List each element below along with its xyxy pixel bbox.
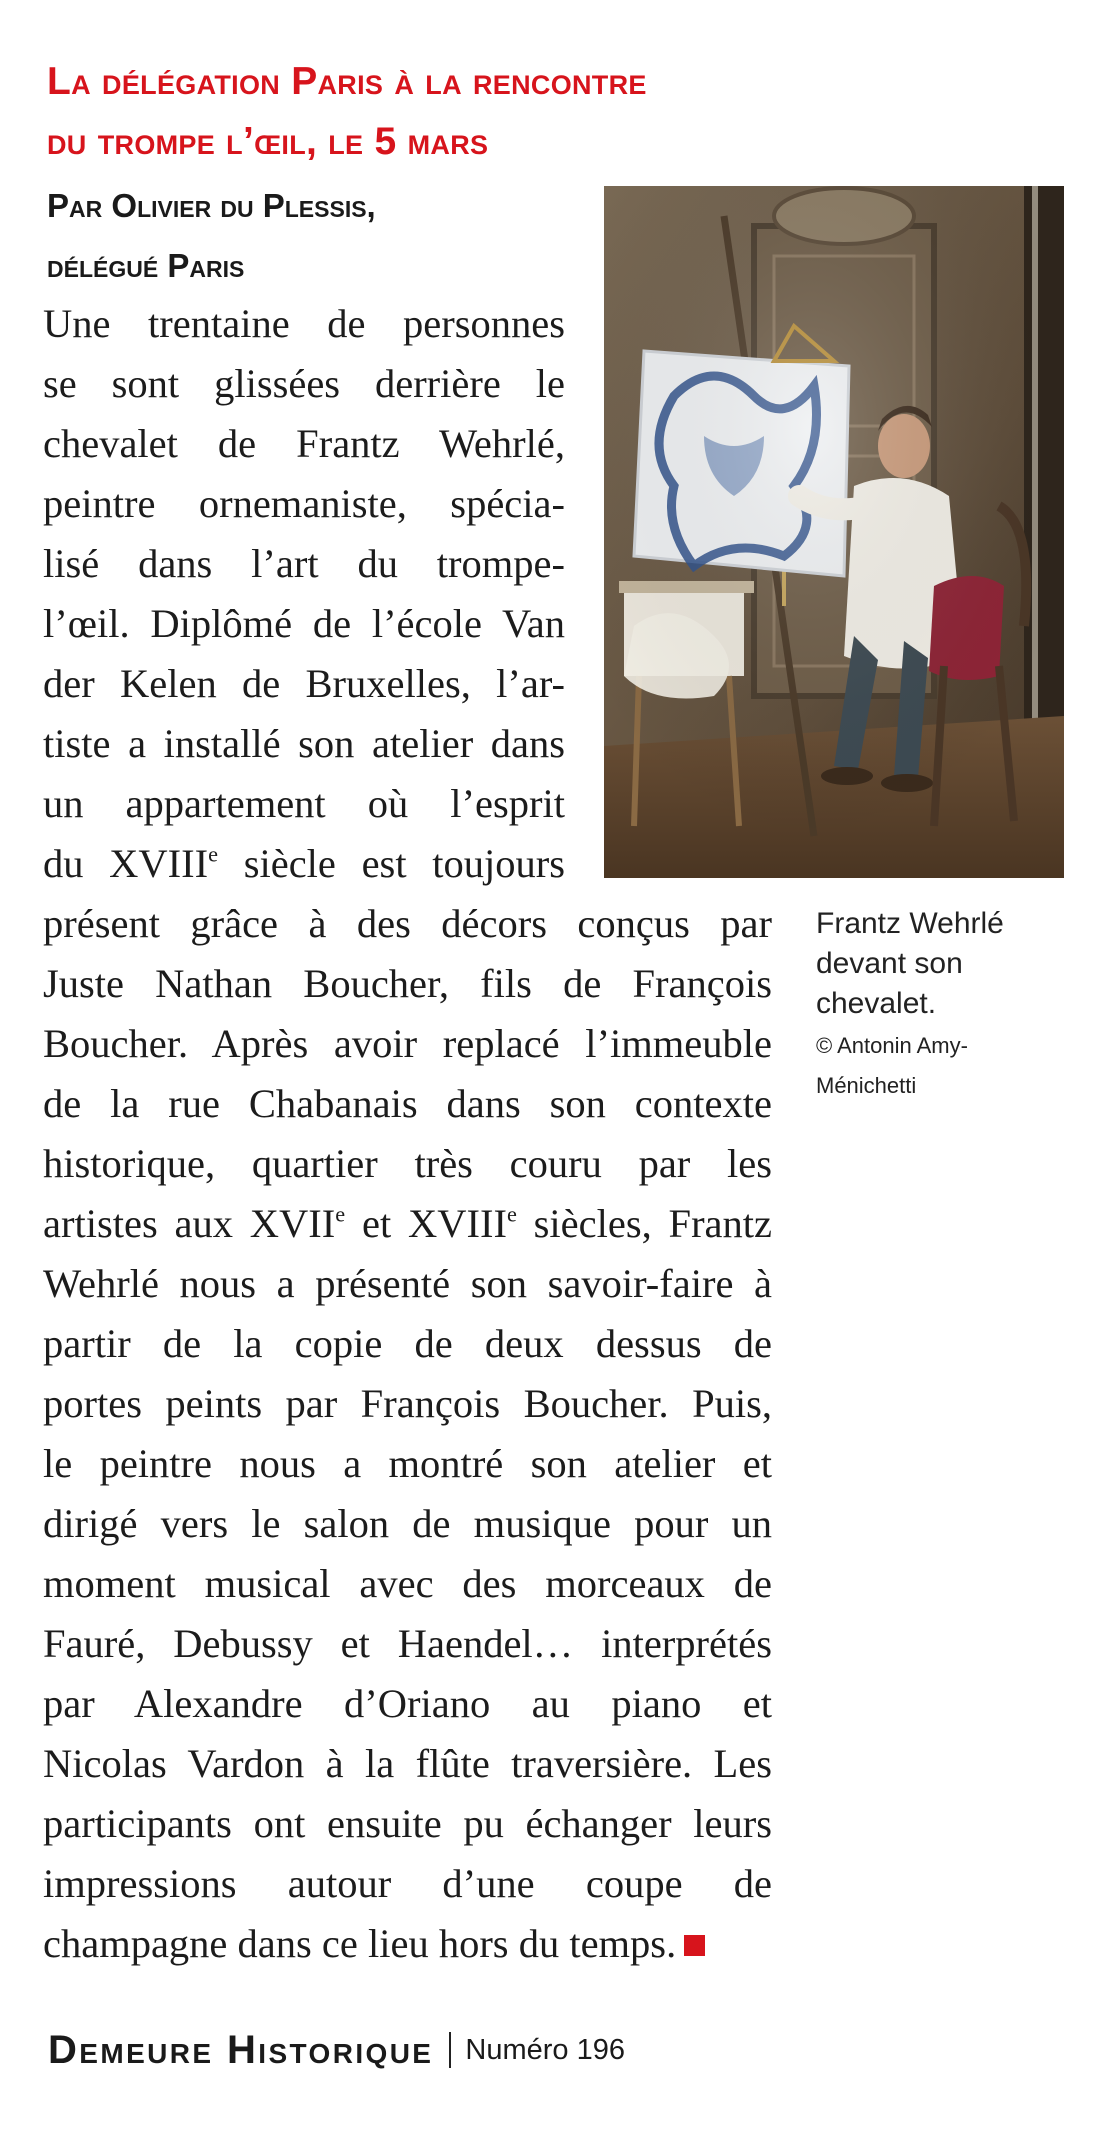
byline-line-2: délégué Paris — [47, 247, 245, 284]
body-line: impressions autour d’une coupe de — [43, 1861, 772, 1906]
body-line: l’œil. Diplômé de l’école Van — [43, 601, 565, 646]
issue-number: Numéro 196 — [465, 2033, 625, 2066]
body-line: Wehrlé nous a présenté son savoir-faire à — [43, 1261, 772, 1306]
body-line: partir de la copie de deux dessus de — [43, 1321, 772, 1366]
body-line: peintre ornemaniste, spécia- — [43, 481, 565, 526]
body-line: présent grâce à des décors conçus par — [43, 901, 772, 946]
body-line: tiste a installé son atelier dans — [43, 721, 565, 766]
article-title — [47, 52, 787, 172]
body-line: champagne dans ce lieu hors du temps. — [43, 1914, 772, 1974]
article-byline — [47, 176, 567, 296]
body-line: Nicolas Vardon à la flûte traversière. Les — [43, 1741, 772, 1786]
caption-text: Frantz Wehrlé devant son chevalet. — [816, 907, 1004, 1020]
body-line: Fauré, Debussy et Haendel… interprétés — [43, 1621, 772, 1666]
body-line: Une trentaine de personnes — [43, 301, 565, 346]
body-line: chevalet de Frantz Wehrlé, — [43, 421, 565, 466]
body-line: le peintre nous a montré son atelier et — [43, 1441, 772, 1486]
body-line: Juste Nathan Boucher, fils de François — [43, 961, 772, 1006]
article-title-line-1: La délégation Paris à la rencontre — [47, 60, 647, 103]
body-line: de la rue Chabanais dans son contexte — [43, 1081, 772, 1126]
body-line: participants ont ensuite pu échanger leurs — [43, 1801, 772, 1846]
photo-credit: © Antonin Amy-Ménichetti — [816, 1033, 968, 1098]
magazine-title: Demeure Historique — [48, 2027, 434, 2072]
body-line: portes peints par François Boucher. Puis, — [43, 1381, 772, 1426]
body-line: moment musical avec des morceaux de — [43, 1561, 772, 1606]
body-line: dirigé vers le salon de musique pour un — [43, 1501, 772, 1546]
article-title-line-2: du trompe l’œil, le 5 mars — [47, 120, 489, 163]
end-of-article-mark — [684, 1935, 705, 1956]
body-line: der Kelen de Bruxelles, l’ar- — [43, 661, 565, 706]
body-line: se sont glissées derrière le — [43, 361, 565, 406]
body-line: par Alexandre d’Oriano au piano et — [43, 1681, 772, 1726]
photo-caption — [816, 904, 1056, 1106]
body-line: un appartement où l’esprit — [43, 781, 565, 826]
body-line: historique, quartier très couru par les — [43, 1141, 772, 1186]
byline-line-1: Par Olivier du Plessis, — [47, 187, 376, 224]
footer-divider — [449, 2032, 451, 2068]
page-footer — [48, 2025, 808, 2075]
article-body — [43, 294, 772, 1974]
body-line: Boucher. Après avoir replacé l’immeuble — [43, 1021, 772, 1066]
body-line: lisé dans l’art du trompe- — [43, 541, 565, 586]
body-line: du XVIIIe siècle est toujours — [43, 841, 565, 886]
body-line: artistes aux XVIIe et XVIIIe siècles, Frantz — [43, 1201, 773, 1246]
